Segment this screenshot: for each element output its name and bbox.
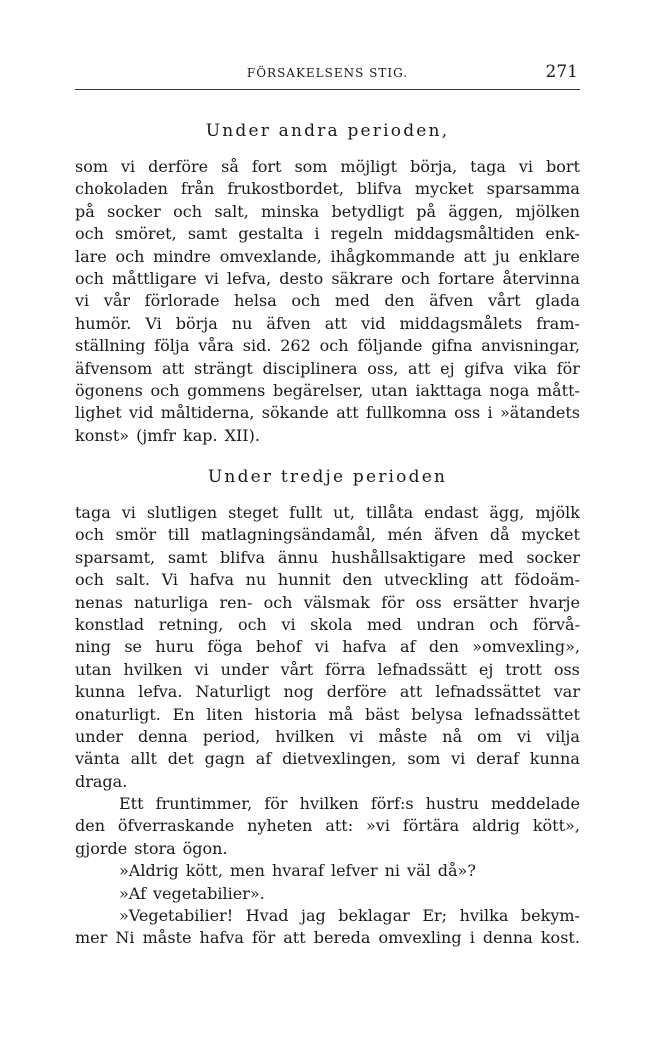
text-line: och smöret, samt gestalta i regeln middagsmåltiden enk- xyxy=(75,224,580,244)
text-line: under denna period, hvilken vi måste nå om vi vilja xyxy=(75,726,580,746)
page-header xyxy=(75,62,580,86)
text-line: lighet vid måltiderna, sökande att fullkomna oss i »ätandets xyxy=(75,403,580,423)
text-line: och måttligare vi lefva, desto säkrare och fortare återvinna xyxy=(75,268,580,288)
text-line: »Vegetabilier! Hvad jag beklagar Er; hvilka bekym- xyxy=(119,906,580,926)
text-line: lare och mindre omvexlande, ihågkommande att ju enklare xyxy=(75,246,580,266)
section-heading-third-period xyxy=(75,466,580,488)
text-line: utan hvilken vi under vårt förra lefnadssätt ej trott oss xyxy=(75,659,580,679)
text-line: humör. Vi börja nu äfven att vid middagsmålets fram- xyxy=(75,313,580,333)
text-line: konst» (jmfr kap. XII). xyxy=(75,425,260,445)
text-line: vänta allt det gagn af dietvexlingen, som vi deraf kunna xyxy=(75,749,580,769)
text-line: och smör till matlagningsändamål, mén äfven då mycket xyxy=(75,525,580,545)
paragraph-third-period xyxy=(75,502,580,950)
text-line: konstlad retning, och vi skola med undran och förvå- xyxy=(75,614,580,634)
text-line: ögonens och gommens begärelser, utan iakttaga noga mått- xyxy=(75,380,580,400)
text-line: taga vi slutligen steget fullt ut, tillåta endast ägg, mjölk xyxy=(75,503,580,522)
heading-second-period: Under andra perioden, xyxy=(205,121,450,141)
header-rule xyxy=(75,89,580,90)
text-line: och salt. Vi hafva nu hunnit den utveckling att födoäm- xyxy=(75,570,580,590)
text-line: »Af vegetabilier». xyxy=(119,883,265,903)
text-line: nenas naturliga ren- och välsmak för oss ersätter hvarje xyxy=(75,592,580,612)
heading-third-period: Under tredje perioden xyxy=(207,467,448,487)
paragraph-second-period xyxy=(75,156,580,447)
text-line: som vi derföre så fort som möjligt börja, taga vi bort xyxy=(75,157,580,176)
text-line: »Aldrig kött, men hvaraf lefver ni väl då»? xyxy=(119,861,476,881)
section-heading-second-period xyxy=(75,120,580,142)
text-line: gjorde stora ögon. xyxy=(75,838,228,858)
text-line: mer Ni måste hafva för att bereda omvexling i denna kost. xyxy=(75,928,580,948)
text-line: Ett fruntimmer, för hvilken förf:s hustru meddelade xyxy=(119,794,580,814)
text-line: den öfverraskande nyheten att: »vi förtära aldrig kött», xyxy=(75,816,580,836)
text-line: ning se huru föga behof vi hafva af den »omvexling», xyxy=(75,637,580,657)
text-line: kunna lefva. Naturligt nog derföre att lefnadssättet var xyxy=(75,682,580,702)
text-line: ställning följa våra sid. 262 och följande gifna anvisningar, xyxy=(75,336,580,356)
running-title: FÖRSAKELSENS STIG. xyxy=(246,66,409,80)
page-number: 271 xyxy=(545,62,578,82)
text-line: äfvensom att strängt disciplinera oss, att ej gifva vika för xyxy=(75,358,580,378)
text-line: på socker och salt, minska betydligt på äggen, mjölken xyxy=(75,201,580,221)
text-line: vi vår förlorade helsa och med den äfven vårt glada xyxy=(75,291,580,311)
text-line: sparsamt, samt blifva ännu hushållsaktigare med socker xyxy=(75,547,580,567)
text-line: draga. xyxy=(75,771,128,791)
text-line: chokoladen från frukostbordet, blifva mycket sparsamma xyxy=(75,179,580,199)
text-line: onaturligt. En liten historia må bäst belysa lefnadssättet xyxy=(75,704,580,724)
